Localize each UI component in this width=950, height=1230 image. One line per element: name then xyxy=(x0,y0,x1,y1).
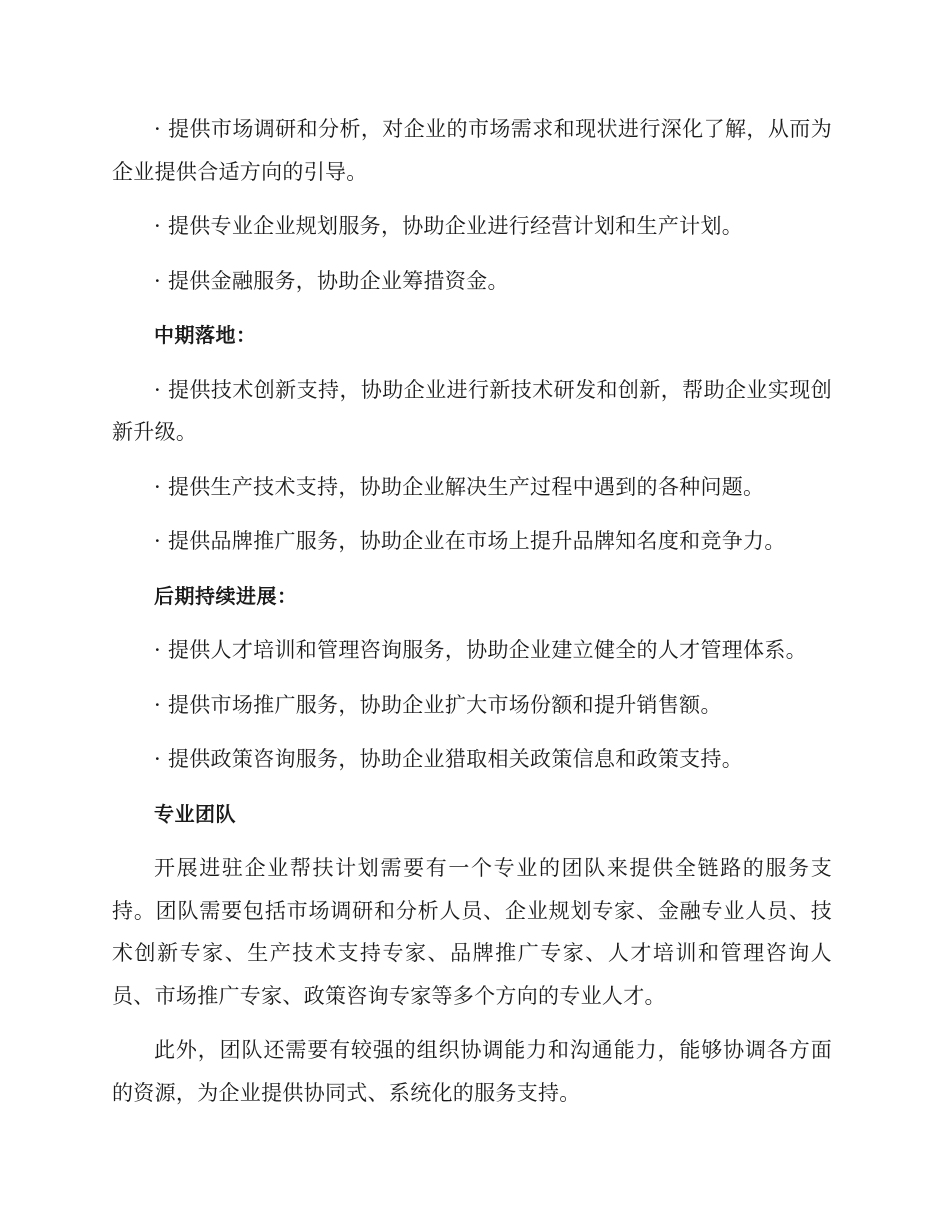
body-paragraph-team-coordination: 此外，团队还需要有较强的组织协调能力和沟通能力，能够协调各方面的资源，为企业提供协同式、系统化的服务支持。 xyxy=(112,1038,832,1105)
list-item-market-research: · 提供市场调研和分析，对企业的市场需求和现状进行深化了解，从而为企业提供合适方向的引导。 xyxy=(112,117,832,184)
list-item-policy-consulting: · 提供政策咨询服务，协助企业猎取相关政策信息和政策支持。 xyxy=(154,747,744,771)
list-item-enterprise-planning: · 提供专业企业规划服务，协助企业进行经营计划和生产计划。 xyxy=(154,214,744,238)
list-item-brand-promotion: · 提供品牌推广服务，协助企业在市场上提升品牌知名度和竞争力。 xyxy=(154,529,786,553)
section-heading-mid-term: 中期落地： xyxy=(154,323,257,347)
list-item-talent-training: · 提供人才培训和管理咨询服务，协助企业建立健全的人才管理体系。 xyxy=(154,638,807,662)
section-heading-late-term: 后期持续进展： xyxy=(154,583,298,608)
list-item-production-support: · 提供生产技术支持，协助企业解决生产过程中遇到的各种问题。 xyxy=(154,474,765,499)
section-heading-professional-team: 专业团队 xyxy=(154,801,236,826)
body-paragraph-team-composition: 开展进驻企业帮扶计划需要有一个专业的团队来提供全链路的服务支持。团队需要包括市场调研和分析人员、企业规划专家、金融专业人员、技术创新专家、生产技术支持专家、品牌推广专家、人才培训和管理咨询人员、市场推广专家、政策咨询专家等多个方向的专业人才。 xyxy=(112,856,832,1008)
list-item-financial-service: · 提供金融服务，协助企业筹措资金。 xyxy=(154,268,509,293)
document-page xyxy=(112,108,832,1126)
list-item-tech-innovation: · 提供技术创新支持，协助企业进行新技术研发和创新，帮助企业实现创新升级。 xyxy=(112,377,832,444)
list-item-market-promotion: · 提供市场推广服务，协助企业扩大市场份额和提升销售额。 xyxy=(154,692,722,717)
